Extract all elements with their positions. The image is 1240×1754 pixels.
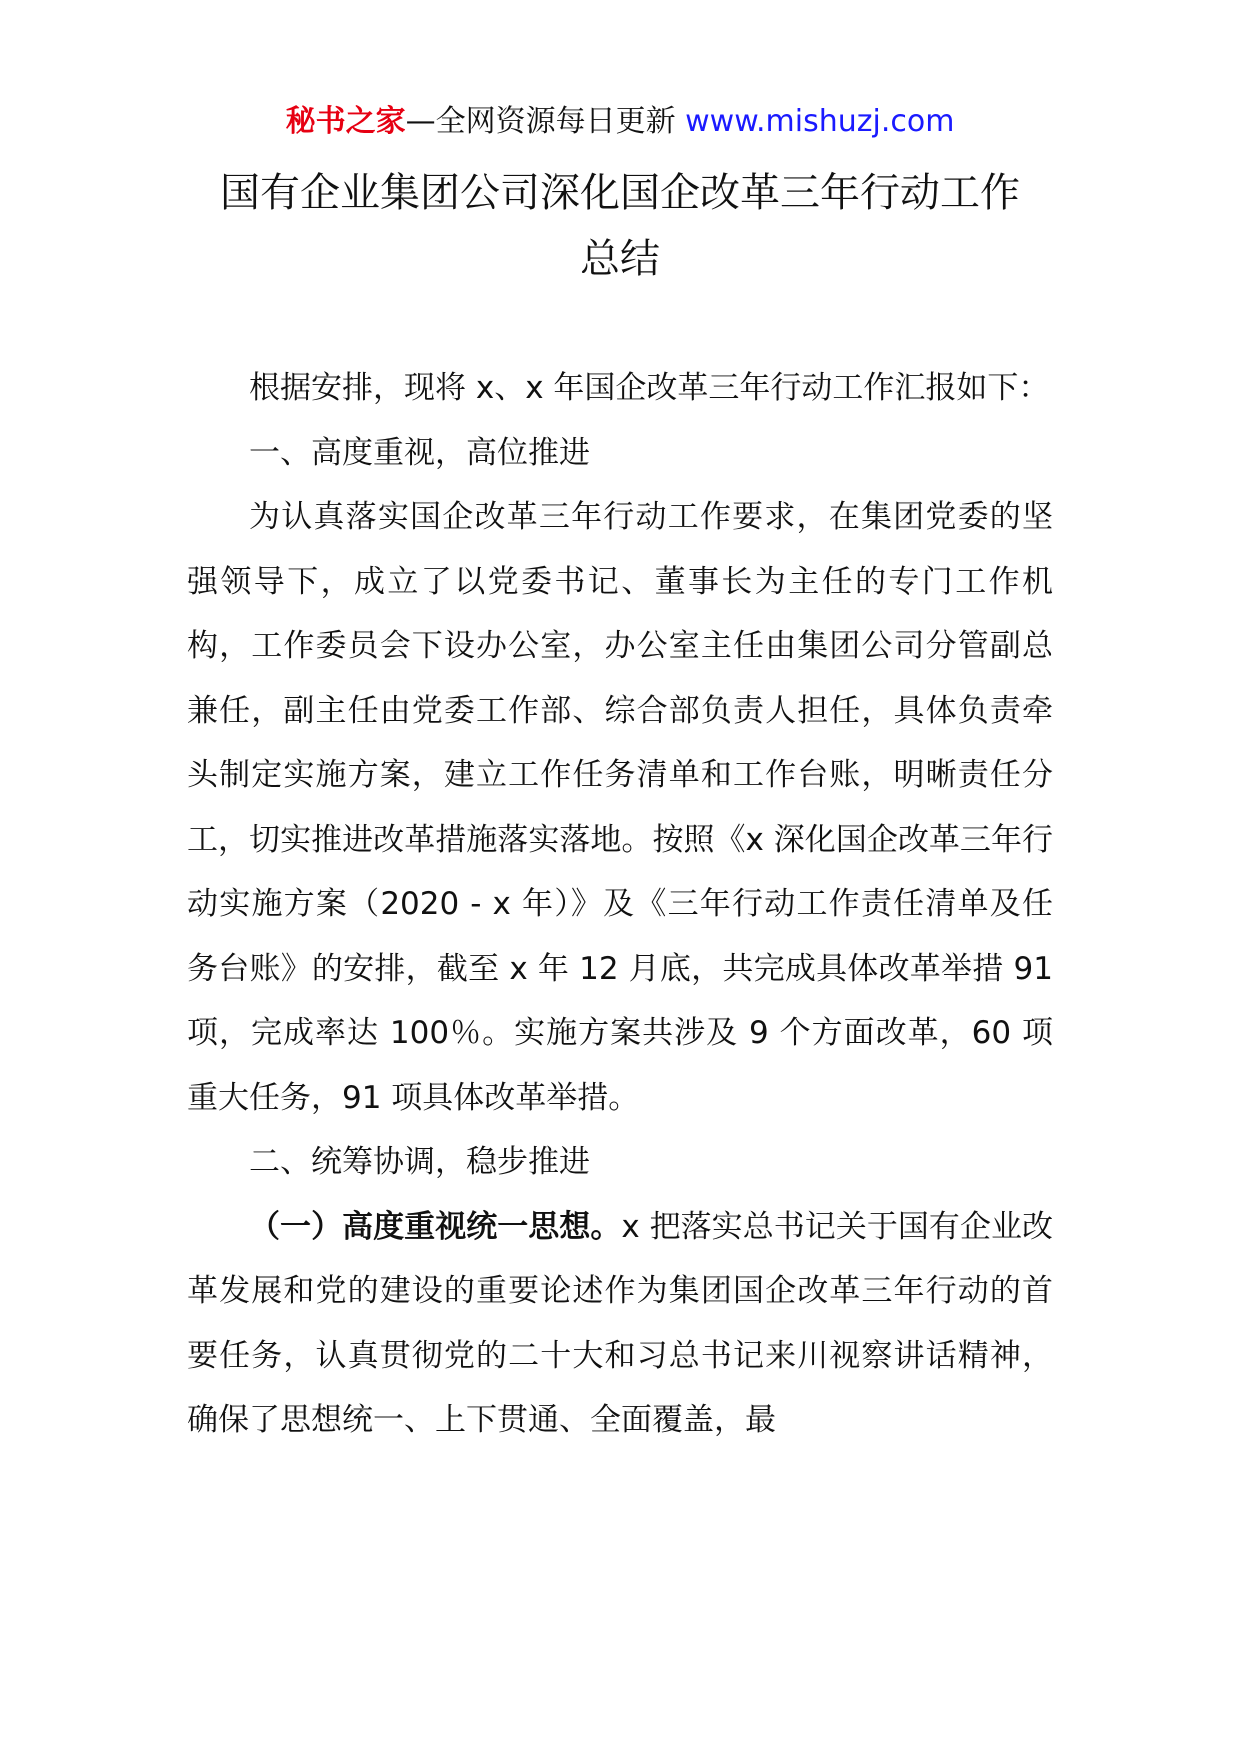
- site-url-link[interactable]: www.mishuzj.com: [685, 104, 955, 139]
- document-title: [0, 160, 1240, 292]
- subsection-1-heading: （一）高度重视统一思想。: [249, 1208, 622, 1245]
- subsection-1-paragraph: [187, 1195, 1053, 1453]
- section-1-heading: 一、高度重视，高位推进: [249, 434, 590, 471]
- section-2-heading: 二、统筹协调，稳步推进: [249, 1144, 590, 1180]
- subsection-1-text: x 把落实总书记关于国有企业改革发展和党的建设的重要论述作为集团国企改革三年行动的首要任务，认真贯彻党的二十大和习总书记来川视察讲话精神，确保了思想统一、上下贯通、全面覆盖，最: [187, 1208, 1054, 1438]
- document-body: [187, 356, 1053, 1453]
- section-1-paragraph: 为认真落实国企改革三年行动工作要求，在集团党委的坚强领导下，成立了以党委书记、董事长为主任的专门工作机构，工作委员会下设办公室，办公室主任由集团公司分管副总兼任，副主任由党委工作部、综合部负责人担任，具体负责牵头制定实施方案，建立工作任务清单和工作台账，明晰责任分工，切实推进改革措施落实落地。按照《x 深化国企改革三年行动实施方案（2020 - x 年）》及《三年行动工作责任清单及任务台账》的安排，截至 x 年 12 月底，共完成具体改革举措 91 项，完成率达 100％。实施方案共涉及 9 个方面改革，60 项重大任务，91 项具体改革举措。: [187, 499, 1053, 1116]
- header-slogan: —全网资源每日更新: [405, 104, 686, 139]
- document-title-line-2: 总结: [580, 236, 660, 282]
- document-title-line-1: 国有企业集团公司深化国企改革三年行动工作: [220, 170, 1020, 216]
- intro-paragraph: 根据安排，现将 x、x 年国企改革三年行动工作汇报如下：: [249, 370, 1050, 406]
- brand-name: 秘书之家: [285, 104, 406, 139]
- site-header: [0, 102, 1240, 142]
